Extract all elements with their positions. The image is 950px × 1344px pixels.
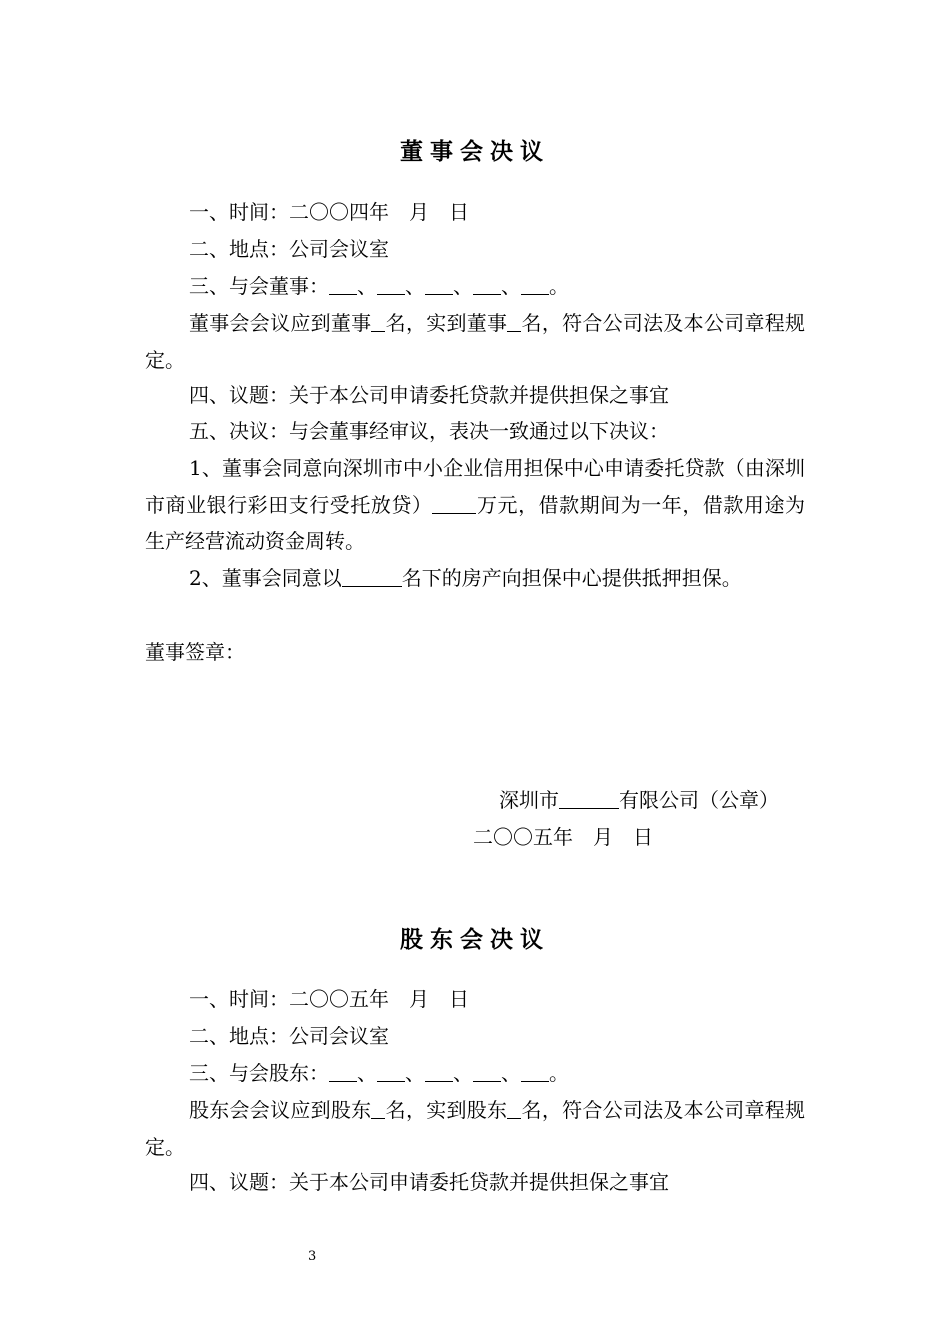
separator: 、	[453, 274, 473, 298]
item-text: 1、董事会同意向深圳市中小企业信用担保中心申请委托贷款（由深圳市商业银行彩田支行受托放贷）	[145, 456, 805, 517]
director-signature-label: 董事签章：	[145, 640, 245, 664]
blank-field	[377, 1063, 405, 1082]
board-topic: 四、议题：关于本公司申请委托贷款并提供担保之事宜	[189, 383, 669, 407]
blank-field	[559, 790, 619, 809]
quorum-text: 名，符合公司法及本公司章程规定。	[145, 1098, 806, 1159]
separator: 、	[405, 274, 425, 298]
page-number: 3	[308, 1249, 317, 1264]
quorum-text: 名，实到董事	[385, 311, 508, 335]
blank-field	[425, 1063, 453, 1082]
company-text: 有限公司（公章）	[619, 788, 779, 812]
blank-field	[521, 276, 549, 295]
quorum-text: 股东会会议应到股东	[189, 1098, 372, 1122]
blank-field	[425, 276, 453, 295]
separator: 、	[453, 1061, 473, 1085]
blank-field	[507, 1100, 521, 1119]
blank-field	[507, 313, 521, 332]
blank-field	[521, 1063, 549, 1082]
company-text: 深圳市	[499, 788, 559, 812]
board-resolution: 五、决议：与会董事经审议，表决一致通过以下决议：	[189, 419, 669, 443]
blank-field	[329, 276, 357, 295]
board-item-1	[145, 450, 805, 560]
blank-field	[371, 1100, 385, 1119]
board-signing-date: 二〇〇五年 月 日	[473, 825, 653, 849]
blank-field	[432, 495, 476, 514]
board-place: 二、地点：公司会议室	[189, 237, 389, 261]
blank-field	[377, 276, 405, 295]
board-item-2	[189, 560, 810, 596]
shareholder-quorum-paragraph	[145, 1092, 805, 1165]
quorum-text: 名，实到股东	[385, 1098, 508, 1122]
blank-field	[473, 1063, 501, 1082]
quorum-text: 董事会会议应到董事	[189, 311, 372, 335]
shareholder-topic: 四、议题：关于本公司申请委托贷款并提供担保之事宜	[189, 1170, 669, 1194]
shareholder-place: 二、地点：公司会议室	[189, 1024, 389, 1048]
blank-field	[342, 568, 402, 587]
blank-field	[371, 313, 385, 332]
blank-field	[473, 276, 501, 295]
board-attendees	[189, 268, 810, 304]
separator: 、	[501, 1061, 521, 1085]
shareholder-resolution-title: 股东会决议	[400, 927, 550, 953]
blank-field	[329, 1063, 357, 1082]
item-text: 2、董事会同意以	[189, 566, 342, 590]
separator: 、	[357, 1061, 377, 1085]
board-quorum-paragraph	[145, 305, 805, 378]
company-stamp-line	[499, 782, 779, 818]
shareholder-attendees	[189, 1055, 810, 1091]
period: 。	[549, 1061, 569, 1085]
item-text: 万元，借款期间为一年，借款用途为生产经营流动资金周转。	[145, 492, 806, 553]
shareholder-attendees-label: 三、与会股东：	[189, 1061, 329, 1085]
board-attendees-label: 三、与会董事：	[189, 274, 329, 298]
period: 。	[549, 274, 569, 298]
separator: 、	[357, 274, 377, 298]
board-time: 一、时间：二〇〇四年 月 日	[189, 200, 469, 224]
quorum-text: 名，符合公司法及本公司章程规定。	[145, 311, 806, 372]
board-resolution-title: 董事会决议	[400, 139, 550, 165]
separator: 、	[501, 274, 521, 298]
item-text: 名下的房产向担保中心提供抵押担保。	[401, 566, 742, 590]
separator: 、	[405, 1061, 425, 1085]
shareholder-time: 一、时间：二〇〇五年 月 日	[189, 987, 469, 1011]
